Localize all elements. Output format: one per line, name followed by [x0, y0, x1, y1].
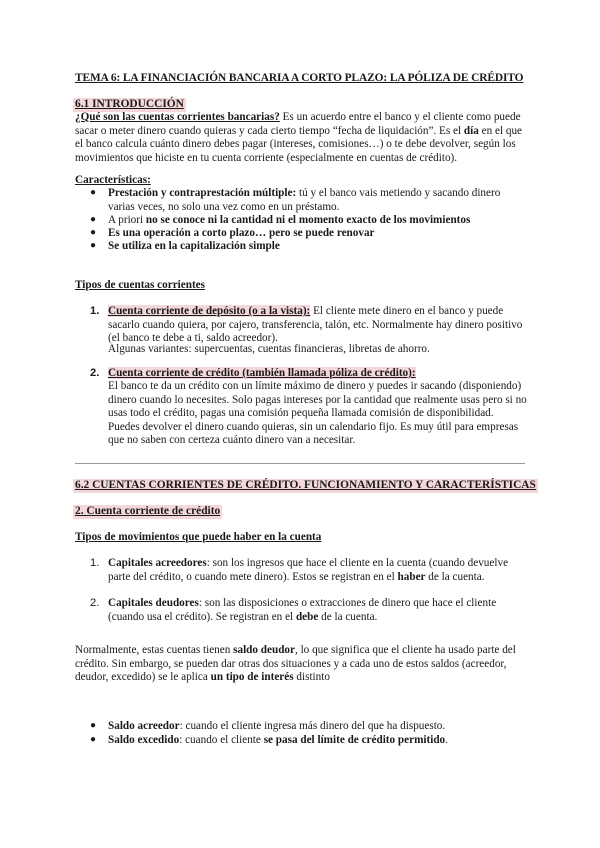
balance-bullet-2 — [108, 734, 528, 748]
balance-tipo-interes: un tipo de interés — [210, 671, 294, 684]
movement-2-debe: debe — [295, 610, 319, 623]
balance-bullet-1-bold: Saldo acreedor — [108, 720, 180, 732]
movement-1-haber: haber — [397, 570, 426, 583]
document-title: TEMA 6: LA FINANCIACIÓN BANCARIA A CORTO PLAZO: LA PÓLIZA DE CRÉDITO — [75, 72, 524, 84]
account-type-2 — [108, 367, 528, 381]
account-type-1-text: El cliente mete dinero en el banco y puede sacarlo cuando quiera, por cajero, transferencia, talón, etc. Normalmente hay dinero positivo (el banco te debe a ti, saldo acreedor). — [108, 305, 523, 345]
balance-text-2: , lo que significa que el cliente ha usado parte del crédito. Sin embargo, se pueden dar otras dos situaciones y a cada uno de estos saldos (acreedor, deudor, excedido) se le aplica — [75, 644, 516, 684]
section-6-1-heading: 6.1 INTRODUCCIÓN — [75, 98, 184, 110]
account-types-title-text: Tipos de cuentas corrientes — [75, 279, 205, 291]
bullet-icon: ● — [90, 227, 97, 238]
subsection-2-heading-wrap — [75, 505, 525, 519]
characteristic-2-text: A priori — [108, 214, 146, 226]
characteristic-item-2 — [108, 214, 528, 228]
characteristics-title — [75, 174, 525, 188]
movement-2-bold: Capitales deudores — [108, 597, 199, 609]
balance-saldo-deudor: saldo deudor — [233, 644, 295, 656]
balance-bullet-1 — [108, 720, 528, 734]
movement-2-end: de la cuenta. — [318, 610, 378, 623]
movement-type-2 — [108, 597, 528, 624]
movement-2-text: : son las disposiciones o extracciones de dinero que hace el cliente (cuando usa el crédito). Se registran en el — [108, 597, 497, 623]
balance-bullet-1-text: : cuando el cliente ingresa más dinero del que ha dispuesto. — [179, 720, 446, 732]
bullet-icon: ● — [90, 214, 97, 225]
section-6-1-heading-wrap — [75, 98, 525, 112]
balance-text-1: Normalmente, estas cuentas tienen — [75, 644, 234, 656]
intro-question: ¿Qué son las cuentas corrientes bancarias? — [75, 111, 280, 123]
balance-paragraph — [75, 644, 525, 685]
intro-dia: día — [463, 124, 479, 137]
intro-text-2: en el que el banco calcula cuánto dinero debes pagar (intereses, comisiones…) o te debe devolver, según los movimientos que hiciste en tu cuenta corriente (especialmente en cuentas de crédito). — [75, 124, 523, 164]
account-type-1-variants: Algunas variantes: supercuentas, cuentas financieras, libretas de ahorro. — [108, 343, 430, 355]
characteristic-1-bold: Prestación y contraprestación múltiple: — [108, 187, 297, 199]
intro-text-1: Es un acuerdo entre el banco y el cliente como puede sacar o meter dinero cuando quieras y cada cierto tiempo “fecha de liquidación”. Es el — [75, 111, 521, 137]
balance-text-3: distinto — [293, 671, 330, 684]
characteristic-3-bold: Es una operación a corto plazo… pero se puede renovar — [108, 227, 375, 239]
movement-type-1 — [108, 557, 528, 584]
account-type-2-bold: Cuenta corriente de crédito (también llamada póliza de crédito): — [108, 367, 416, 379]
characteristic-1-text: tú y el banco vais metiendo y sacando dinero varias veces, no solo una vez como en un préstamo. — [108, 187, 501, 213]
characteristic-4-bold: Se utiliza en la capitalización simple — [108, 240, 280, 252]
movement-types-title-text: Tipos de movimientos que puede haber en la cuenta — [75, 531, 322, 543]
characteristics-title-text: Características: — [75, 174, 151, 186]
account-type-2-text: El banco te da un crédito con un límite máximo de dinero y puedes ir sacando (disponiendo) dinero cuando lo necesites. Solo pagas intereses por la cantidad que realmente usas pero si no usas todo el crédito, pagas una comisión pequeña llamada comisión de disponibilidad. Puedes devolver el dinero cuando quieras, sin un calendario fijo. Es muy útil para empresas que no saben con certeza cuánto dinero van a necesitar. — [108, 380, 527, 447]
balance-bullet-2-bold-2: se pasa del límite de crédito permitido — [263, 734, 446, 746]
movement-1-bold: Capitales acreedores — [108, 557, 207, 569]
list-number: 2. — [90, 597, 100, 609]
intro-paragraph — [75, 111, 525, 165]
bullet-icon: ● — [90, 734, 97, 745]
characteristic-item-3 — [108, 227, 528, 241]
account-type-1 — [108, 305, 528, 346]
list-number: 1. — [90, 557, 100, 569]
characteristic-item-1 — [108, 187, 528, 214]
movement-types-title — [75, 531, 525, 545]
section-divider — [75, 463, 525, 464]
balance-bullet-2-text: : cuando el cliente — [179, 734, 264, 746]
movement-1-text: : son los ingresos que hace el cliente en la cuenta (cuando devuelve parte del crédito, o cuando mete dinero). Estos se registran en el — [108, 557, 509, 583]
balance-bullet-2-bold: Saldo excedido — [108, 734, 180, 746]
bullet-icon: ● — [90, 240, 97, 251]
section-6-2-heading: 6.2 CUENTAS CORRIENTES DE CRÉDITO. FUNCIONAMIENTO Y CARACTERÍSTICAS — [75, 479, 536, 491]
bullet-icon: ● — [90, 720, 97, 731]
list-number: 2. — [90, 367, 100, 379]
subsection-2-heading: 2. Cuenta corriente de crédito — [75, 505, 221, 517]
list-number: 1. — [90, 305, 100, 317]
characteristic-item-4 — [108, 240, 528, 254]
account-types-title — [75, 279, 525, 293]
characteristic-2-bold: no se conoce ni la cantidad ni el momento exacto de los movimientos — [145, 214, 471, 226]
balance-bullet-2-end: . — [445, 734, 448, 746]
account-type-1-bold: Cuenta corriente de depósito (o a la vista): — [108, 305, 311, 317]
section-6-2-heading-wrap — [75, 479, 536, 493]
movement-1-end: de la cuenta. — [425, 570, 485, 583]
bullet-icon: ● — [90, 187, 97, 198]
